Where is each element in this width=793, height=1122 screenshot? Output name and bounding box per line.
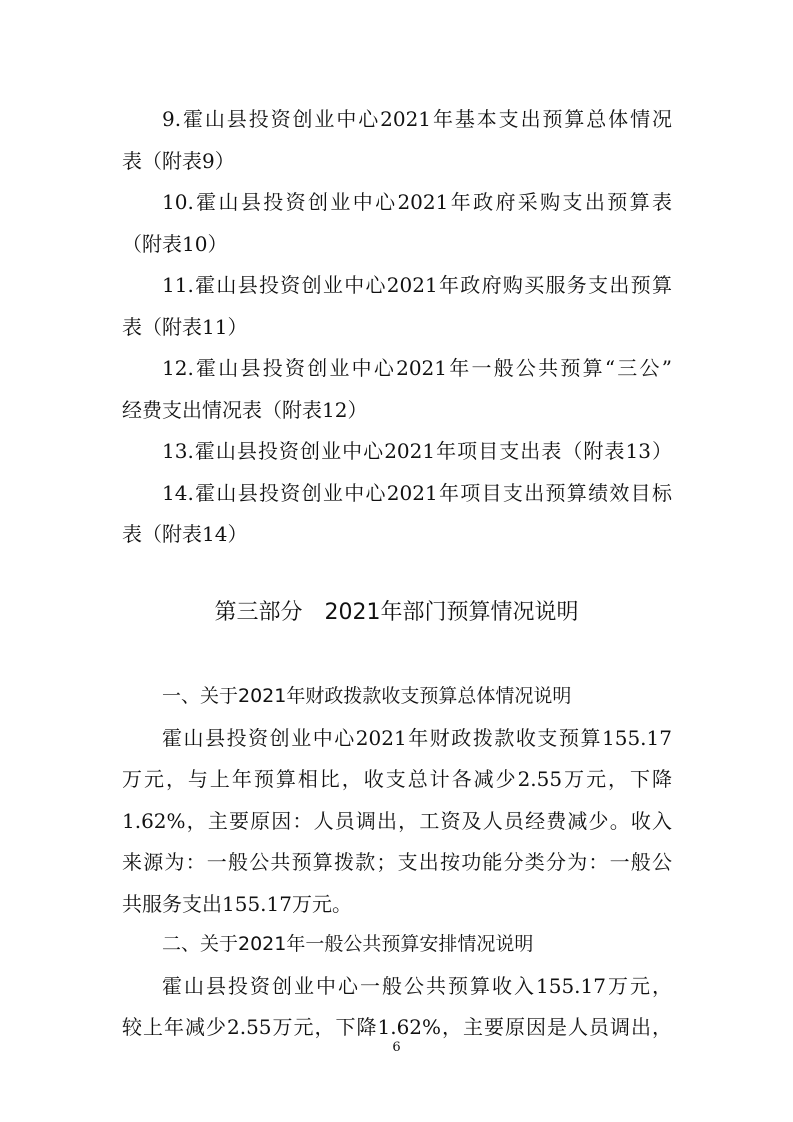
section-2-heading: 二、关于2021年一般公共预算安排情况说明: [162, 933, 534, 955]
attachment-item-13-line-1: 13.霍山县投资创业中心2021年项目支出表（附表13）: [162, 439, 672, 463]
section-2-line-2: 较上年减少2.55万元，下降1.62%，主要原因是人员调出，: [122, 1015, 672, 1039]
attachment-item-9-line-2: 表（附表9）: [122, 149, 235, 173]
section-1-line-5: 共服务支出155.17万元。: [122, 892, 352, 916]
page-number: 6: [392, 1040, 401, 1055]
section-2-line-1: 霍山县投资创业中心一般公共预算收入155.17万元，: [162, 974, 672, 998]
section-1-line-2: 万元，与上年预算相比，收支总计各减少2.55万元，下降: [122, 767, 672, 791]
section-1-line-1: 霍山县投资创业中心2021年财政拨款收支预算155.17: [162, 726, 672, 750]
part-title: 第三部分 2021年部门预算情况说明: [214, 600, 579, 625]
attachment-item-12-line-1: 12.霍山县投资创业中心2021年一般公共预算“三公”: [162, 356, 672, 380]
attachment-item-10-line-2: （附表10）: [122, 232, 228, 256]
attachment-item-12-line-2: 经费支出情况表（附表12）: [122, 398, 368, 422]
attachment-item-14-line-2: 表（附表14）: [122, 522, 248, 546]
attachment-item-9-line-1: 9.霍山县投资创业中心2021年基本支出预算总体情况: [162, 107, 672, 131]
attachment-item-14-line-1: 14.霍山县投资创业中心2021年项目支出预算绩效目标: [162, 481, 672, 505]
section-1-line-3: 1.62%，主要原因：人员调出，工资及人员经费减少。收入: [122, 809, 672, 833]
attachment-item-10-line-1: 10.霍山县投资创业中心2021年政府采购支出预算表: [162, 190, 672, 214]
attachment-item-11-line-2: 表（附表11）: [122, 315, 248, 339]
attachment-item-11-line-1: 11.霍山县投资创业中心2021年政府购买服务支出预算: [162, 273, 672, 297]
section-1-heading: 一、关于2021年财政拨款收支预算总体情况说明: [162, 685, 572, 707]
section-1-line-4: 来源为：一般公共预算拨款；支出按功能分类分为：一般公: [122, 850, 672, 874]
